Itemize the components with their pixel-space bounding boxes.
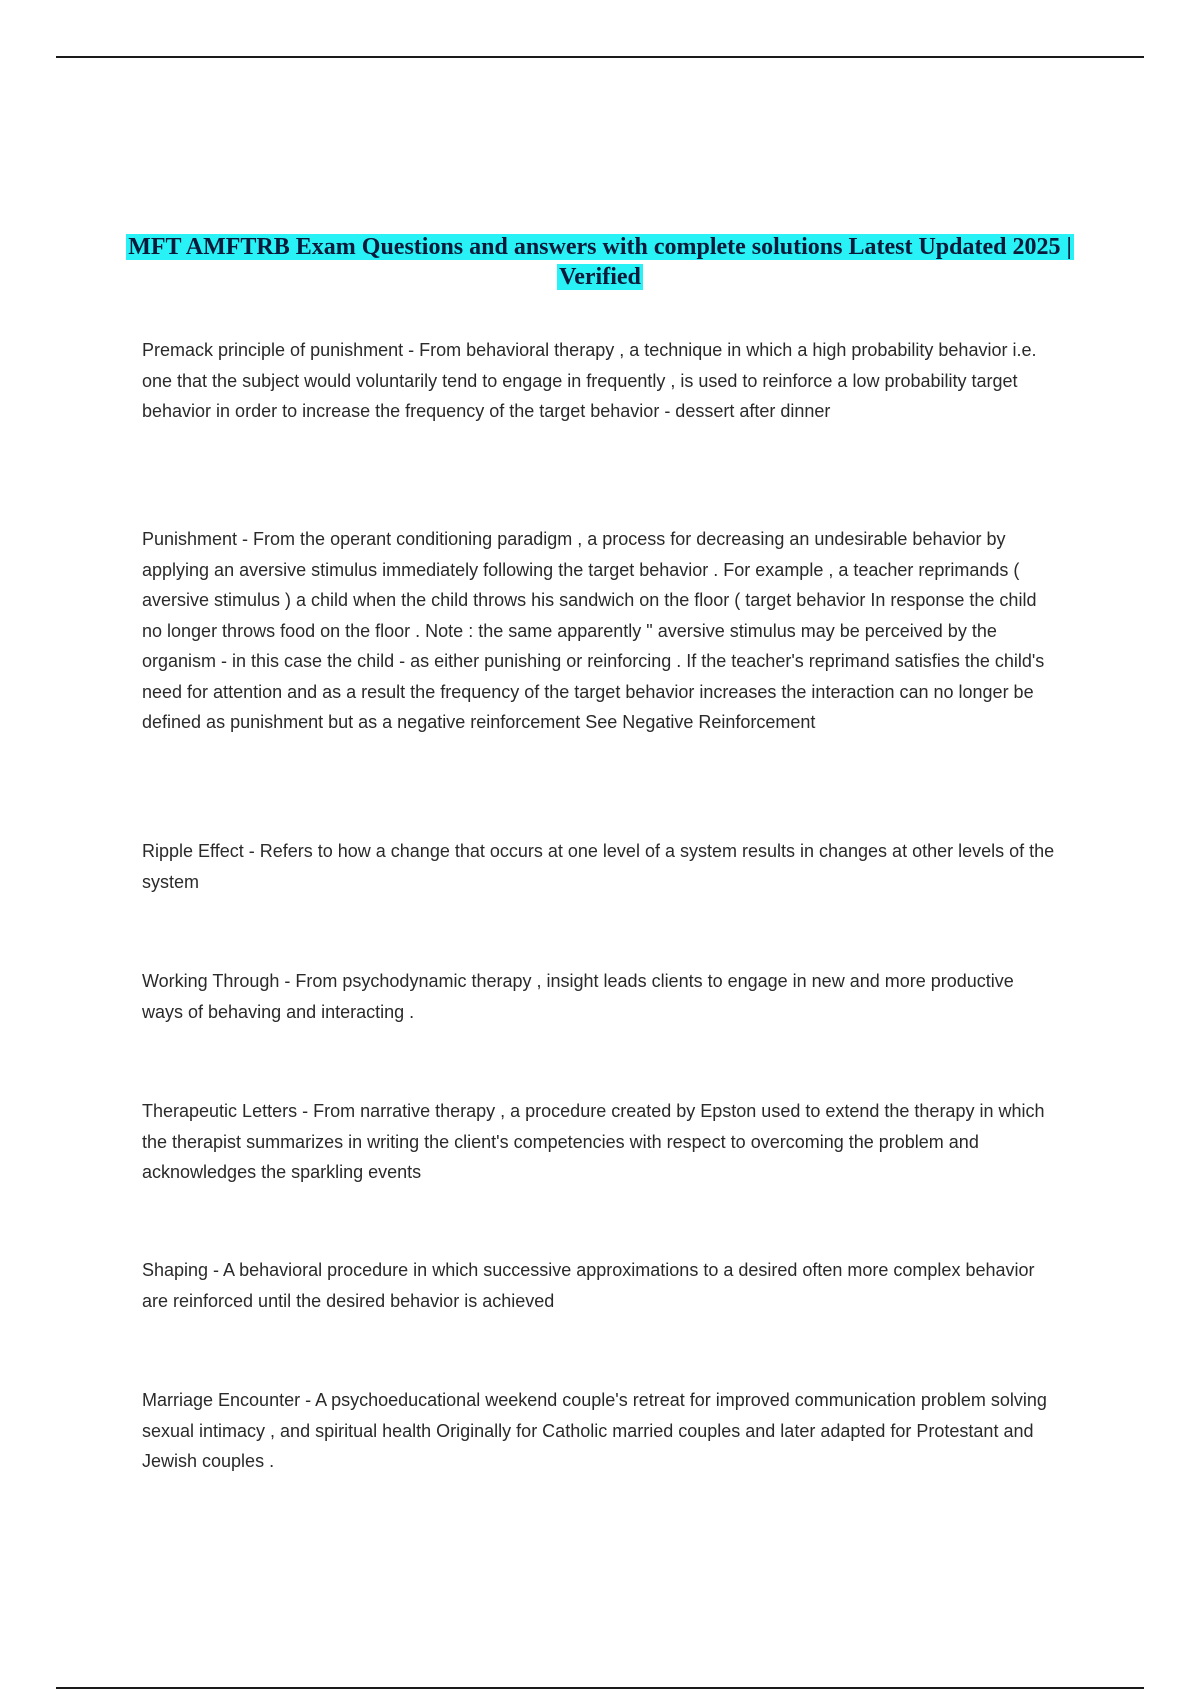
entry-premack-principle: Premack principle of punishment - From behavioral therapy , a technique in which a high probability behavior i.e. one that the subject would voluntarily tend to engage in frequently , is used to reinforce a low probability target behavior in order to increase the frequency of the target behavior - dessert after dinner <box>142 340 1037 421</box>
top-rule <box>56 56 1144 58</box>
bottom-rule <box>56 1687 1144 1689</box>
entry-working-through: Working Through - From psychodynamic therapy , insight leads clients to engage in new and more productive ways of behaving and interacting . <box>142 971 1014 1022</box>
entry-punishment: Punishment - From the operant conditioning paradigm , a process for decreasing an undesirable behavior by applying an aversive stimulus immediately following the target behavior . For example , a teacher reprimands ( aversive stimulus ) a child when the child throws his sandwich on the floor ( target behavior In response the child no longer throws food on the floor . Note : the same apparently " aversive stimulus may be perceived by the organism - in this case the child - as either punishing or reinforcing . If the teacher's reprimand satisfies the child's need for attention and as a result the frequency of the target behavior increases the interaction can no longer be defined as punishment but as a negative reinforcement See Negative Reinforcement <box>142 529 1045 732</box>
document-title <box>110 232 1090 292</box>
title-highlight: MFT AMFTRB Exam Questions and answers with complete solutions Latest Updated 2025 | Verified <box>128 234 1072 291</box>
entry-therapeutic-letters: Therapeutic Letters - From narrative therapy , a procedure created by Epston used to extend the therapy in which the therapist summarizes in writing the client's competencies with respect to overcoming the problem and acknowledges the sparkling events <box>142 1101 1045 1182</box>
entry-marriage-encounter: Marriage Encounter - A psychoeducational weekend couple's retreat for improved communication problem solving sexual intimacy , and spiritual health Originally for Catholic married couples and later adapted for Protestant and Jewish couples . <box>142 1390 1047 1471</box>
entry-shaping: Shaping - A behavioral procedure in which successive approximations to a desired often more complex behavior are reinforced until the desired behavior is achieved <box>142 1260 1035 1311</box>
entry-ripple-effect: Ripple Effect - Refers to how a change that occurs at one level of a system results in changes at other levels of the system <box>142 841 1055 892</box>
